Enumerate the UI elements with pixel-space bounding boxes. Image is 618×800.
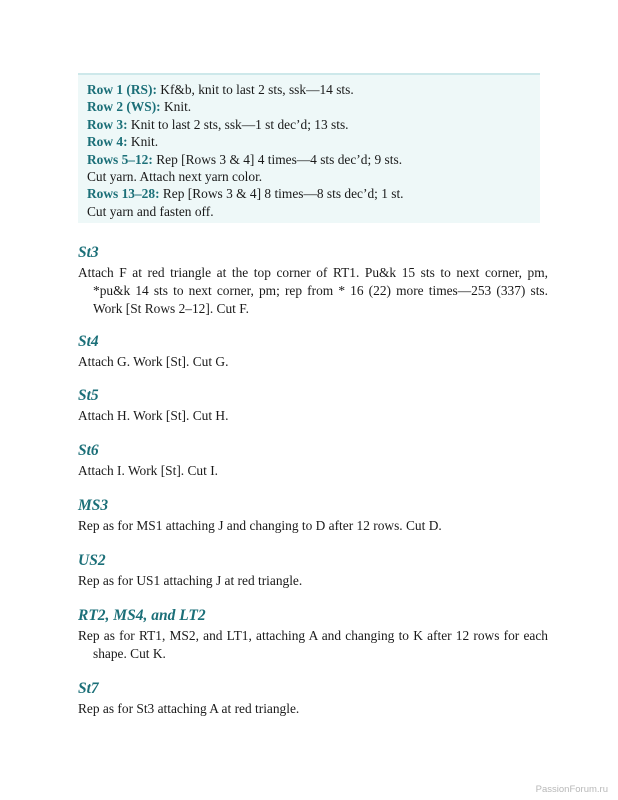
section-title: RT2, MS4, and LT2 — [78, 607, 206, 624]
section-st6 — [78, 442, 548, 480]
section-title: St6 — [78, 442, 99, 459]
pattern-row: Rows 5–12: Rep [Rows 3 & 4] 4 times—4 sts dec’d; 9 sts. — [87, 151, 403, 167]
section-st4 — [78, 333, 548, 371]
pattern-row: Row 1 (RS): Kf&b, knit to last 2 sts, ssk—14 sts. — [87, 82, 354, 97]
pattern-row: Cut yarn. Attach next yarn color. — [87, 169, 263, 185]
section-title: US2 — [78, 552, 106, 569]
pattern-row: Row 2 (WS): Knit. — [87, 99, 192, 115]
section-rt2-ms4-lt2 — [78, 607, 548, 663]
watermark: PassionForum.ru — [535, 784, 608, 795]
pattern-row: Row 4: Knit. — [87, 134, 159, 150]
section-body: Rep as for US1 attaching J at red triangle. — [78, 573, 303, 588]
pattern-row: Cut yarn and fasten off. — [87, 203, 214, 219]
section-us2 — [78, 552, 548, 590]
section-body: Attach I. Work [St]. Cut I. — [78, 463, 218, 478]
section-st7 — [78, 680, 548, 718]
section-body: Rep as for MS1 attaching J and changing to D after 12 rows. Cut D. — [78, 518, 442, 533]
pattern-row: Rows 13–28: Rep [Rows 3 & 4] 8 times—8 sts dec’d; 1 st. — [87, 186, 404, 202]
pattern-rows-box — [78, 73, 540, 223]
section-st5 — [78, 387, 548, 425]
section-title: St7 — [78, 680, 99, 697]
section-st3 — [78, 244, 548, 317]
section-title: St3 — [78, 244, 99, 261]
section-body: Rep as for RT1, MS2, and LT1, attaching A and changing to K after 12 rows for each shape. Cut K. — [78, 628, 548, 661]
section-body: Attach H. Work [St]. Cut H. — [78, 408, 229, 423]
section-body: Rep as for St3 attaching A at red triangle. — [78, 701, 300, 716]
section-title: MS3 — [78, 497, 109, 514]
section-title: St4 — [78, 333, 99, 350]
pattern-row: Row 3: Knit to last 2 sts, ssk—1 st dec’d; 13 sts. — [87, 116, 349, 132]
section-ms3 — [78, 497, 548, 535]
section-title: St5 — [78, 387, 99, 404]
section-body: Attach G. Work [St]. Cut G. — [78, 354, 229, 369]
section-body: Attach F at red triangle at the top corner of RT1. Pu&k 15 sts to next corner, pm, *pu&k 14 sts to next corner, pm; rep from * 16 (22) more times—253 (337) sts. Work [St Rows 2–12]. Cut F. — [78, 265, 548, 316]
